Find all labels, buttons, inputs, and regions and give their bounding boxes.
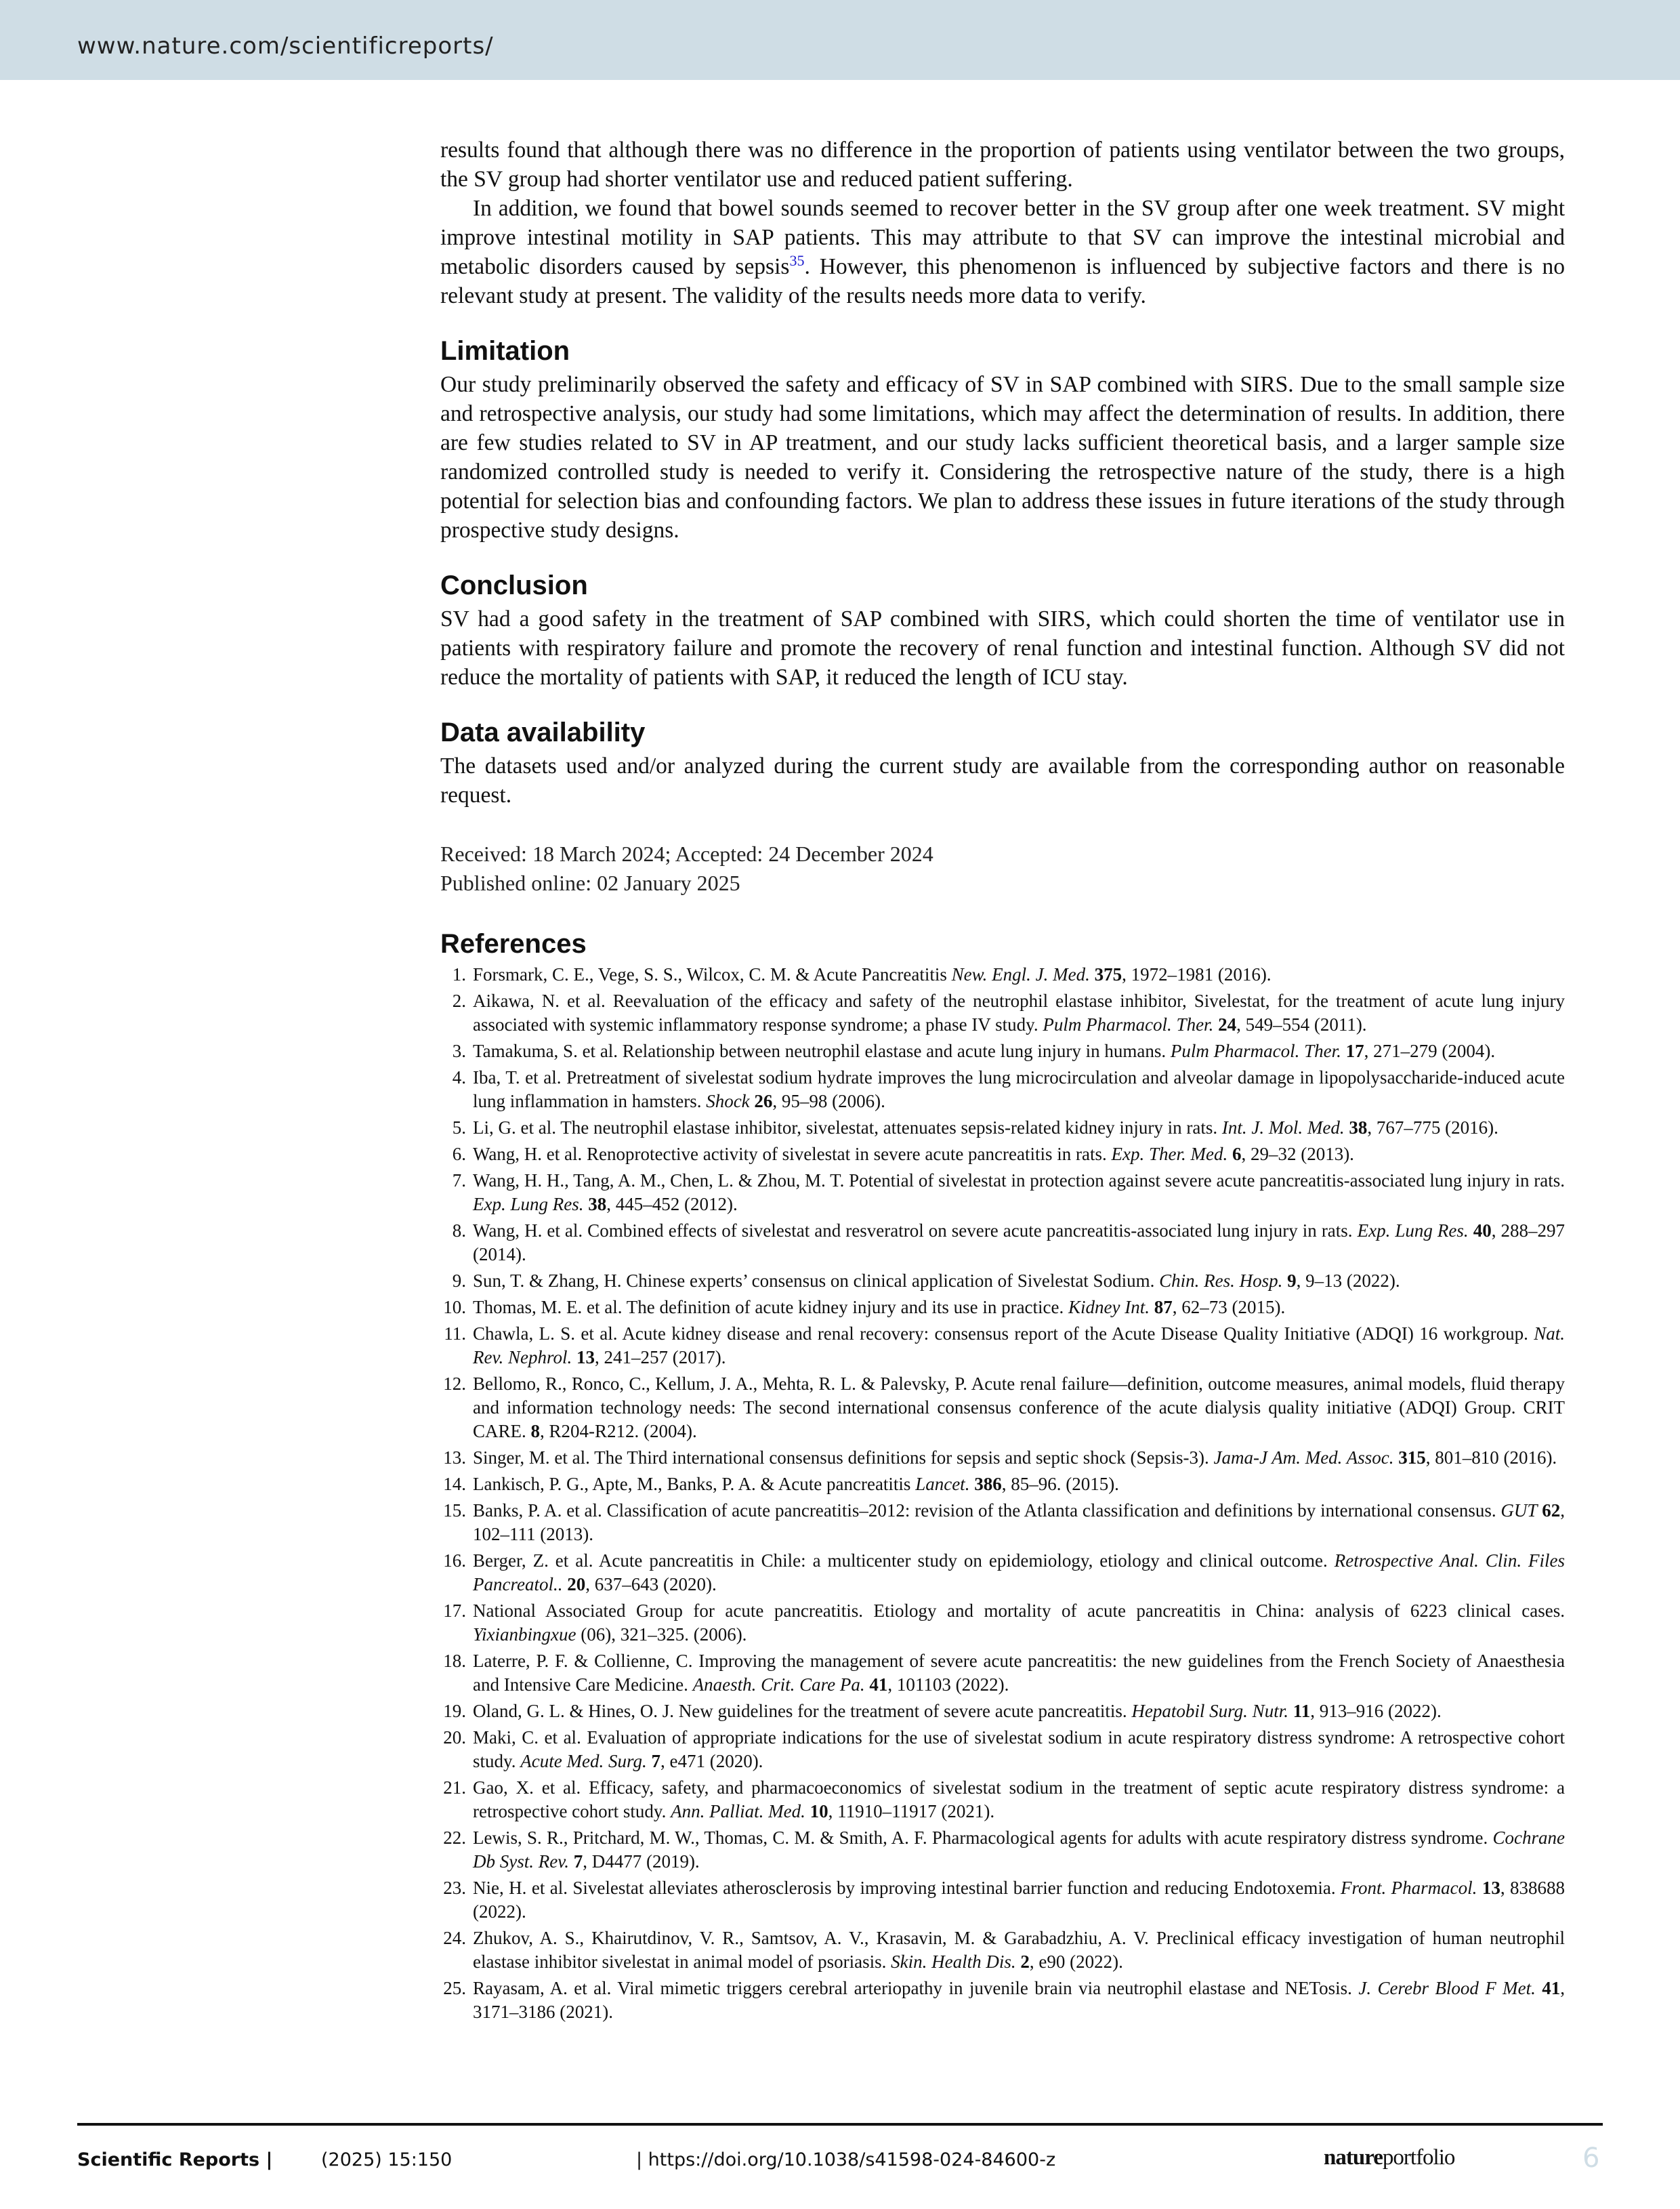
reference-text: National Associated Group for acute pancreatitis. Etiology and mortality of acute pancreatitis in China: analysis of 6223 clinical cases. <box>473 1601 1565 1621</box>
reference-journal: Anaesth. Crit. Care Pa. <box>692 1674 865 1695</box>
reference-number: 3. <box>452 1041 466 1061</box>
reference-pages-year: , 445–452 (2012). <box>606 1194 738 1214</box>
article-body <box>440 136 1565 2027</box>
reference-number: 20. <box>443 1727 466 1748</box>
reference-text: Li, G. et al. The neutrophil elastase inhibitor, sivelestat, attenuates sepsis-related kidney injury in rats. <box>473 1117 1222 1138</box>
reference-item <box>440 1039 1565 1063</box>
reference-text: Lankisch, P. G., Apte, M., Banks, P. A. & Acute pancreatitis <box>473 1474 916 1494</box>
reference-pages-year: , 3171–3186 (2021). <box>473 1978 1566 2022</box>
reference-journal: Pulm Pharmacol. Ther. <box>1043 1014 1214 1035</box>
publication-dates <box>440 840 1565 898</box>
reference-volume: 7 <box>573 1851 583 1872</box>
reference-journal: J. Cerebr Blood F Met. <box>1358 1978 1536 1998</box>
reference-journal: Retrospective Anal. Clin. Files Pancreatol.. <box>473 1550 1565 1594</box>
reference-text: Forsmark, C. E., Vege, S. S., Wilcox, C. M. & Acute Pancreatitis <box>473 964 952 985</box>
reference-text: Singer, M. et al. The Third international consensus definitions for sepsis and septic shock (Sepsis-3). <box>473 1447 1214 1468</box>
reference-volume: 38 <box>588 1194 607 1214</box>
reference-list <box>440 963 1565 2024</box>
reference-volume: 375 <box>1094 964 1122 985</box>
reference-journal: New. Engl. J. Med. <box>951 964 1090 985</box>
reference-pages-year: , 9–13 (2022). <box>1296 1271 1400 1291</box>
reference-item <box>440 1776 1565 1823</box>
footer-journal-name: Scientific Reports | <box>77 2149 273 2170</box>
reference-volume: 6 <box>1232 1144 1242 1164</box>
reference-volume: 8 <box>530 1421 541 1441</box>
reference-item <box>440 1446 1565 1470</box>
reference-text: Gao, X. et al. Efficacy, safety, and pharmacoeconomics of sivelestat sodium in the treatment of septic acute respiratory distress syndrome: a retrospective cohort study. <box>473 1777 1565 1821</box>
reference-volume: 41 <box>869 1674 888 1695</box>
reference-journal: Cochrane Db Syst. Rev. <box>473 1828 1565 1872</box>
reference-text: Chawla, L. S. et al. Acute kidney disease and renal recovery: consensus report of the Acute Disease Quality Initiative (ADQI) 16 workgroup. <box>473 1323 1534 1344</box>
reference-pages-year: , 241–257 (2017). <box>594 1347 726 1367</box>
reference-text: Aikawa, N. et al. Reevaluation of the efficacy and safety of the neutrophil elastase inhibitor, Sivelestat, for the treatment of acute lung injury associated with systemic inflammatory response syndrome; a phase IV study. <box>473 991 1565 1035</box>
references-heading: References <box>440 929 587 959</box>
reference-item <box>440 963 1565 987</box>
reference-item <box>440 1926 1565 1974</box>
reference-item <box>440 989 1565 1037</box>
reference-item <box>440 1499 1565 1546</box>
reference-item <box>440 1549 1565 1596</box>
conclusion-text: SV had a good safety in the treatment of SAP combined with SIRS, which could shorten the time of ventilator use in patients with respiratory failure and promote the recovery of renal function and intestinal function. Although SV did not reduce the mortality of patients with SAP, it reduced the length of ICU stay. <box>440 606 1565 690</box>
conclusion-heading: Conclusion <box>440 571 588 600</box>
footer-volume: (2025) 15:150 <box>321 2149 453 2170</box>
reference-journal: GUT <box>1500 1500 1538 1521</box>
reference-text: Wang, H. et al. Renoprotective activity of sivelestat in severe acute pancreatitis in rats. <box>473 1144 1112 1164</box>
reference-text: Sun, T. & Zhang, H. Chinese experts’ consensus on clinical application of Sivelestat Sodium. <box>473 1271 1160 1291</box>
reference-number: 10. <box>443 1297 466 1317</box>
reference-number: 24. <box>443 1928 466 1948</box>
reference-pages-year: , 913–916 (2022). <box>1310 1701 1442 1721</box>
reference-item <box>440 1599 1565 1647</box>
reference-number: 18. <box>443 1651 466 1671</box>
reference-volume: 386 <box>974 1474 1002 1494</box>
data-availability-heading: Data availability <box>440 718 646 747</box>
reference-pages-year: (06), 321–325. (2006). <box>581 1624 747 1645</box>
reference-item <box>440 1699 1565 1723</box>
limitation-heading: Limitation <box>440 336 570 366</box>
reference-volume: 9 <box>1287 1271 1297 1291</box>
citation-link[interactable]: 35 <box>789 251 805 269</box>
reference-item <box>440 1726 1565 1773</box>
logo-text-regular: portfolio <box>1382 2145 1455 2170</box>
reference-journal: Yixianbingxue <box>473 1624 576 1645</box>
nature-portfolio-logo <box>1324 2145 1454 2170</box>
reference-pages-year: , 271–279 (2004). <box>1364 1041 1496 1061</box>
reference-volume: 38 <box>1349 1117 1368 1138</box>
reference-item <box>440 1066 1565 1113</box>
reference-text: Laterre, P. F. & Collienne, C. Improving the management of severe acute pancreatitis: the new guidelines from the French Society of Anaesthesia and Intensive Care Medicine. <box>473 1651 1565 1695</box>
reference-number: 15. <box>443 1500 466 1521</box>
reference-item <box>440 1372 1565 1443</box>
reference-pages-year: , 801–810 (2016). <box>1425 1447 1557 1468</box>
reference-journal: Skin. Health Dis. <box>891 1952 1016 1972</box>
reference-volume: 87 <box>1154 1297 1173 1317</box>
reference-pages-year: , 1972–1981 (2016). <box>1122 964 1272 985</box>
reference-pages-year: , 95–98 (2006). <box>772 1091 885 1111</box>
reference-volume: 13 <box>1482 1878 1500 1898</box>
reference-journal: Exp. Lung Res. <box>473 1194 584 1214</box>
header-band <box>0 0 1680 80</box>
reference-volume: 13 <box>576 1347 595 1367</box>
reference-journal: Chin. Res. Hosp. <box>1159 1271 1283 1291</box>
reference-item <box>440 1322 1565 1369</box>
reference-journal: Kidney Int. <box>1068 1297 1150 1317</box>
reference-item <box>440 1977 1565 2024</box>
reference-journal: Front. Pharmacol. <box>1341 1878 1477 1898</box>
reference-item <box>440 1649 1565 1697</box>
received-accepted-date: Received: 18 March 2024; Accepted: 24 December 2024 <box>440 842 933 866</box>
paragraph-text: In addition, we found that bowel sounds seemed to recover better in the SV group after one week treatment. SV might improve intestinal motility in SAP patients. This may attribute to that SV can improve the intestinal microbial and metabolic disorders caused by sepsis <box>440 196 1565 279</box>
reference-pages-year: , 838688 (2022). <box>473 1878 1566 1922</box>
reference-number: 1. <box>452 964 466 985</box>
reference-journal: Exp. Ther. Med. <box>1111 1144 1228 1164</box>
reference-volume: 24 <box>1218 1014 1237 1035</box>
reference-item <box>440 1296 1565 1319</box>
reference-journal: Int. J. Mol. Med. <box>1221 1117 1345 1138</box>
reference-item <box>440 1142 1565 1166</box>
reference-number: 4. <box>452 1067 466 1088</box>
reference-number: 22. <box>443 1828 466 1848</box>
reference-journal: Ann. Palliat. Med. <box>671 1801 805 1821</box>
reference-journal: Hepatobil Surg. Nutr. <box>1131 1701 1288 1721</box>
reference-number: 13. <box>443 1447 466 1468</box>
reference-item <box>440 1219 1565 1266</box>
reference-text: Rayasam, A. et al. Viral mimetic triggers cerebral arteriopathy in juvenile brain via neutrophil elastase and NETosis. <box>473 1978 1359 1998</box>
reference-item <box>440 1269 1565 1293</box>
reference-journal: Jama-J Am. Med. Assoc. <box>1213 1447 1394 1468</box>
reference-volume: 11 <box>1293 1701 1311 1721</box>
reference-number: 17. <box>443 1601 466 1621</box>
reference-text: Bellomo, R., Ronco, C., Kellum, J. A., Mehta, R. L. & Palevsky, P. Acute renal failure—definition, outcome measures, animal models, fluid therapy and information technology needs: The second international consensus conference of the acute dialysis quality initiative (ADQI) Group. CRIT CARE. <box>473 1374 1565 1441</box>
reference-journal: Pulm Pharmacol. Ther. <box>1170 1041 1341 1061</box>
reference-item <box>440 1116 1565 1140</box>
reference-pages-year: , 11910–11917 (2021). <box>828 1801 995 1821</box>
reference-text: Tamakuma, S. et al. Relationship between neutrophil elastase and acute lung injury in humans. <box>473 1041 1171 1061</box>
reference-pages-year: , e90 (2022). <box>1029 1952 1123 1972</box>
reference-volume: 315 <box>1398 1447 1426 1468</box>
reference-text: Lewis, S. R., Pritchard, M. W., Thomas, C. M. & Smith, A. F. Pharmacological agents for adults with acute respiratory distress syndrome. <box>473 1828 1493 1848</box>
published-date: Published online: 02 January 2025 <box>440 871 740 895</box>
reference-item <box>440 1169 1565 1216</box>
reference-pages-year: , D4477 (2019). <box>583 1851 700 1872</box>
reference-number: 25. <box>443 1978 466 1998</box>
reference-text: Thomas, M. E. et al. The definition of acute kidney injury and its use in practice. <box>473 1297 1069 1317</box>
reference-pages-year: , 62–73 (2015). <box>1172 1297 1286 1317</box>
reference-pages-year: , 85–96. (2015). <box>1001 1474 1119 1494</box>
reference-volume: 2 <box>1020 1952 1030 1972</box>
reference-journal: Acute Med. Surg. <box>520 1751 647 1771</box>
reference-number: 12. <box>443 1374 466 1394</box>
reference-text: Wang, H. H., Tang, A. M., Chen, L. & Zhou, M. T. Potential of sivelestat in protection against severe acute pancreatitis-associated lung injury in rats. <box>473 1170 1565 1191</box>
reference-number: 6. <box>452 1144 466 1164</box>
site-url[interactable]: www.nature.com/scientificreports/ <box>77 33 494 60</box>
reference-text: Nie, H. et al. Sivelestat alleviates atherosclerosis by improving intestinal barrier function and reducing Endotoxemia. <box>473 1878 1341 1898</box>
reference-pages-year: , e471 (2020). <box>660 1751 763 1771</box>
reference-item <box>440 1876 1565 1924</box>
reference-number: 16. <box>443 1550 466 1571</box>
footer-divider <box>77 2123 1603 2126</box>
limitation-text: Our study preliminarily observed the safety and efficacy of SV in SAP combined with SIRS. Due to the small sample size and retrospective analysis, our study had some limitations, which may affect the determination of results. In addition, there are few studies related to SV in AP treatment, and our study lacks sufficient theoretical basis, and a larger sample size randomized controlled study is needed to verify it. Considering the retrospective nature of the study, there is a high potential for selection bias and confounding factors. We plan to address these issues in future iterations of the study through prospective study designs. <box>440 372 1565 543</box>
reference-journal: Shock <box>706 1091 750 1111</box>
reference-volume: 62 <box>1542 1500 1561 1521</box>
reference-number: 5. <box>452 1117 466 1138</box>
paragraph-text: . However, this phenomenon is influenced by subjective factors and there is no relevant study at present. The validity of the results needs more data to verify. <box>440 254 1565 308</box>
page-footer <box>77 2143 1603 2183</box>
reference-pages-year: , 102–111 (2013). <box>473 1500 1566 1544</box>
reference-text: Berger, Z. et al. Acute pancreatitis in Chile: a multicenter study on epidemiology, etiology and clinical outcome. <box>473 1550 1335 1571</box>
reference-text: Banks, P. A. et al. Classification of acute pancreatitis–2012: revision of the Atlanta classification and definitions by international consensus. <box>473 1500 1501 1521</box>
reference-text: Wang, H. et al. Combined effects of sivelestat and resveratrol on severe acute pancreatitis-associated lung injury in rats. <box>473 1220 1358 1241</box>
reference-number: 11. <box>444 1323 466 1344</box>
discussion-paragraph <box>440 194 1565 310</box>
reference-number: 7. <box>452 1170 466 1191</box>
reference-text: Maki, C. et al. Evaluation of appropriate indications for the use of sivelestat sodium in acute respiratory distress syndrome: A retrospective cohort study. <box>473 1727 1565 1771</box>
reference-volume: 40 <box>1473 1220 1492 1241</box>
reference-volume: 20 <box>567 1574 586 1594</box>
footer-doi-link[interactable]: | https://doi.org/10.1038/s41598-024-84600-z <box>636 2149 1056 2170</box>
reference-journal: Lancet. <box>915 1474 970 1494</box>
page-number: 6 <box>1582 2143 1600 2174</box>
reference-text: Zhukov, A. S., Khairutdinov, V. R., Samtsov, A. V., Krasavin, M. & Garabadzhiu, A. V. Preclinical efficacy investigation of human neutrophil elastase inhibitor sivelestat in animal model of psoriasis. <box>473 1928 1565 1972</box>
reference-text: Iba, T. et al. Pretreatment of sivelestat sodium hydrate improves the lung microcirculation and alveolar damage in lipopolysaccharide-induced acute lung inflammation in hamsters. <box>473 1067 1565 1111</box>
reference-pages-year: , 101103 (2022). <box>887 1674 1009 1695</box>
reference-pages-year: , R204-R212. (2004). <box>540 1421 697 1441</box>
reference-journal: Exp. Lung Res. <box>1357 1220 1469 1241</box>
discussion-paragraph: results found that although there was no difference in the proportion of patients using ventilator between the two groups, the SV group had shorter ventilator use and reduced patient suffering. <box>440 138 1565 192</box>
reference-volume: 26 <box>754 1091 773 1111</box>
reference-pages-year: , 767–775 (2016). <box>1367 1117 1498 1138</box>
reference-volume: 17 <box>1345 1041 1364 1061</box>
reference-number: 14. <box>443 1474 466 1494</box>
data-availability-text: The datasets used and/or analyzed during the current study are available from the corresponding author on reasonable request. <box>440 753 1565 808</box>
reference-volume: 10 <box>810 1801 828 1821</box>
reference-number: 23. <box>443 1878 466 1898</box>
reference-number: 2. <box>452 991 466 1011</box>
reference-pages-year: , 288–297 (2014). <box>473 1220 1565 1264</box>
reference-volume: 41 <box>1542 1978 1561 1998</box>
reference-number: 8. <box>452 1220 466 1241</box>
logo-text-bold: nature <box>1324 2145 1383 2170</box>
reference-pages-year: , 637–643 (2020). <box>585 1574 717 1594</box>
reference-number: 19. <box>443 1701 466 1721</box>
reference-item <box>440 1472 1565 1496</box>
reference-item <box>440 1826 1565 1874</box>
reference-pages-year: , 549–554 (2011). <box>1236 1014 1367 1035</box>
reference-text: Oland, G. L. & Hines, O. J. New guidelines for the treatment of severe acute pancreatitis. <box>473 1701 1132 1721</box>
reference-number: 9. <box>452 1271 466 1291</box>
reference-volume: 7 <box>651 1751 660 1771</box>
reference-number: 21. <box>443 1777 466 1798</box>
reference-pages-year: , 29–32 (2013). <box>1241 1144 1354 1164</box>
reference-journal: Nat. Rev. Nephrol. <box>473 1323 1565 1367</box>
